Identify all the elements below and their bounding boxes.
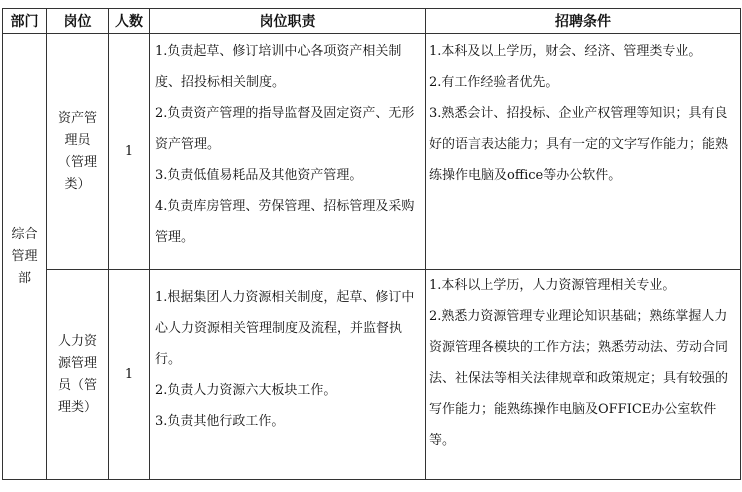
duties-cell [150, 34, 426, 270]
duty-item: 2.负责人力资源六大板块工作。 [155, 383, 337, 398]
header-count: 人数 [109, 9, 150, 34]
table-row [3, 34, 741, 270]
header-requirements: 招聘条件 [426, 9, 741, 34]
requirement-item: 3.熟悉会计、招投标、企业产权管理等知识；具有良好的语言表达能力；具有一定的文字写作能力；能熟练操作电脑及office等办公软件。 [429, 106, 729, 183]
duty-item: 1.根据集团人力资源相关制度，起草、修订中心人力资源相关管理制度及流程，并监督执行。 [155, 290, 415, 367]
requirement-item: 2.有工作经验者优先。 [429, 75, 559, 90]
header-row [3, 9, 741, 34]
requirement-item: 1.本科及以上学历，财会、经济、管理类专业。 [429, 44, 702, 59]
position-cell: 人力资源管理员（管理类） [47, 270, 109, 480]
table-row [3, 270, 741, 480]
header-duties: 岗位职责 [150, 9, 426, 34]
duty-item: 1.负责起草、修订培训中心各项资产相关制度、招投标相关制度。 [155, 44, 402, 90]
header-position: 岗位 [47, 9, 109, 34]
duty-item: 3.负责低值易耗品及其他资产管理。 [155, 168, 363, 183]
requirement-item: 2.熟悉力资源管理专业理论知识基础；熟练掌握人力资源管理各模块的工作方法；熟悉劳动法、劳动合同法、社保法等相关法律规章和政策规定；具有较强的写作能力；能熟练操作电脑及OFFICE办公室软件等。 [429, 309, 729, 448]
department-cell: 综合管理部 [3, 34, 47, 480]
duty-item: 3.负责其他行政工作。 [155, 414, 285, 429]
count-cell: 1 [109, 270, 150, 480]
recruitment-table [2, 8, 741, 480]
requirements-cell [426, 34, 741, 270]
count-cell: 1 [109, 34, 150, 270]
position-cell: 资产管理员（管理类） [47, 34, 109, 270]
duty-item: 4.负责库房管理、劳保管理、招标管理及采购管理。 [155, 199, 415, 245]
requirement-item: 1.本科以上学历，人力资源管理相关专业。 [429, 278, 676, 293]
duty-item: 2.负责资产管理的指导监督及固定资产、无形资产管理。 [155, 106, 415, 152]
duties-cell [150, 270, 426, 480]
header-dept: 部门 [3, 9, 47, 34]
requirements-cell [426, 270, 741, 480]
